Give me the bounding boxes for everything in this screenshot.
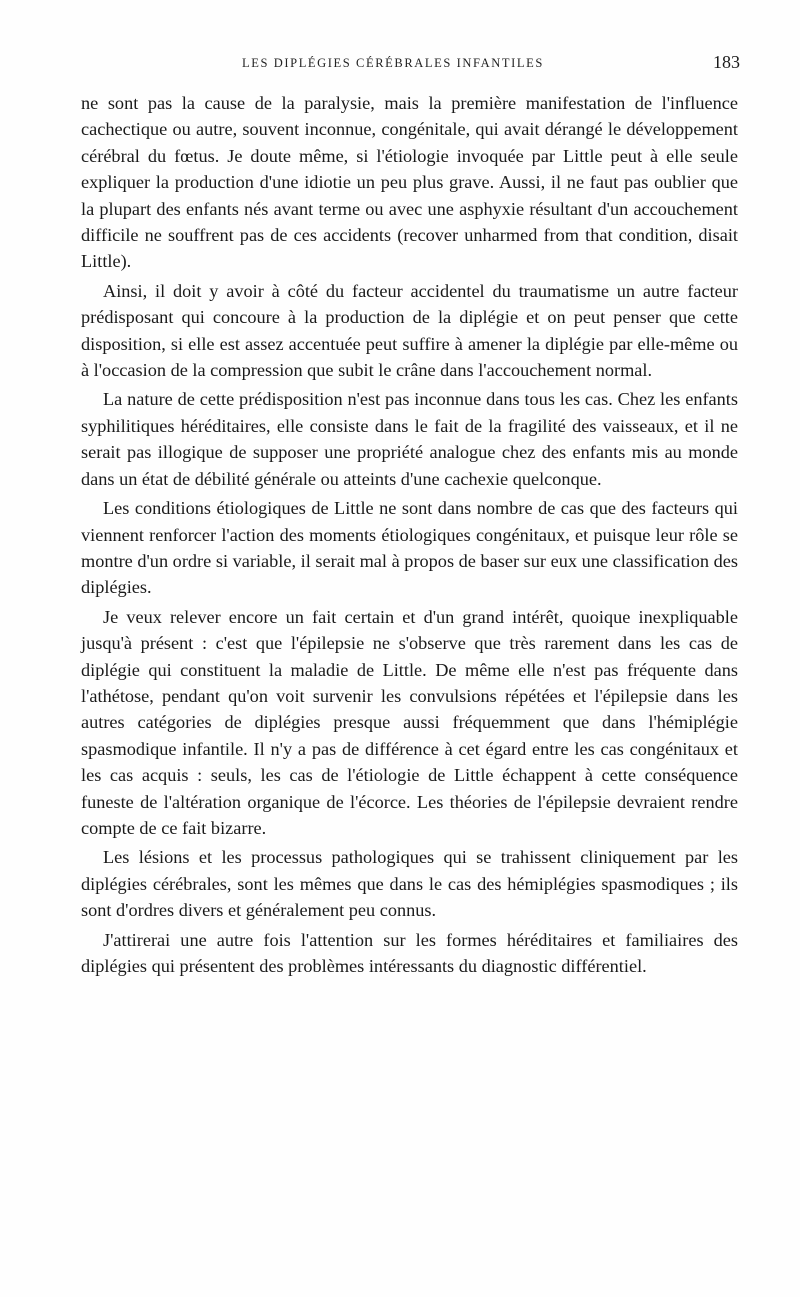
page-number: 183 <box>713 52 740 72</box>
running-head <box>82 50 740 84</box>
paragraph-7: J'attirerai une autre fois l'attention sur les formes héréditaires et familiaires des diplégies qui présentent des problèmes intéressants du diagnostic différentiel. <box>81 929 738 976</box>
paragraph-4: Les conditions étiologiques de Little ne sont dans nombre de cas que des facteurs qui viennent renforcer l'action des moments étiologiques congénitaux, et puisque leur rôle se montre d'un ordre si variable, il serait mal à propos de baser sur eux une classification des diplégies. <box>81 498 738 598</box>
paragraph-2: Ainsi, il doit y avoir à côté du facteur accidentel du traumatisme un autre facteur prédisposant qui concoure à la production de la diplégie et on peut penser que cette disposition, si elle est assez accentuée peut suffire à amener la diplégie par elle-même ou à l'occasion de la compression que subit le crâne dans l'accouchement normal. <box>81 280 738 381</box>
running-title: LES DIPLÉGIES CÉRÉBRALES INFANTILES <box>242 56 544 70</box>
paragraph-3: La nature de cette prédisposition n'est pas inconnue dans tous les cas. Chez les enfants syphilitiques héréditaires, elle consiste dans le fait de la fragilité des vaisseaux, et il ne serait pas illogique de supposer une propriété analogue chez des enfants mis au monde dans un état de débilité générale ou atteints d'une cachexie quelconque. <box>81 389 738 489</box>
paragraph-1: ne sont pas la cause de la paralysie, mais la première manifestation de l'influence cachectique ou autre, souvent inconnue, congénitale, qui avait dérangé le développement cérébral du fœtus. Je doute même, si l'étiologie invoquée par Little peut à elle seule expliquer la production d'une idiotie un peu plus grave. Aussi, il ne faut pas oublier que la plupart des enfants nés avant terme ou avec une asphyxie résultant d'un accouchement difficile ne souffrent pas de ces accidents (recover unharmed from that condition, disait Little). <box>81 93 738 272</box>
body-text <box>81 90 738 979</box>
paragraph-5: Je veux relever encore un fait certain et d'un grand intérêt, quoique inexpliquable jusqu'à présent : c'est que l'épilepsie ne s'observe que très rarement dans les cas de diplégie qui constituent la maladie de Little. De même elle n'est pas fréquente dans l'athétose, pendant qu'on voit survenir les convulsions répétées et l'épilepsie dans les autres catégories de diplégies presque aussi fréquemment que dans l'hémiplégie spasmodique infantile. Il n'y a pas de différence à cet égard entre les cas congénitaux et les cas acquis : seuls, les cas de l'étiologie de Little échappent à cette conséquence funeste de l'altération organique de l'écorce. Les théories de l'épilepsie devraient rendre compte de ce fait bizarre. <box>81 606 738 838</box>
paragraph-6: Les lésions et les processus pathologiques qui se trahissent cliniquement par les diplégies cérébrales, sont les mêmes que dans le cas des hémiplégies spasmodiques ; ils sont d'ordres divers et généralement peu connus. <box>81 847 738 921</box>
